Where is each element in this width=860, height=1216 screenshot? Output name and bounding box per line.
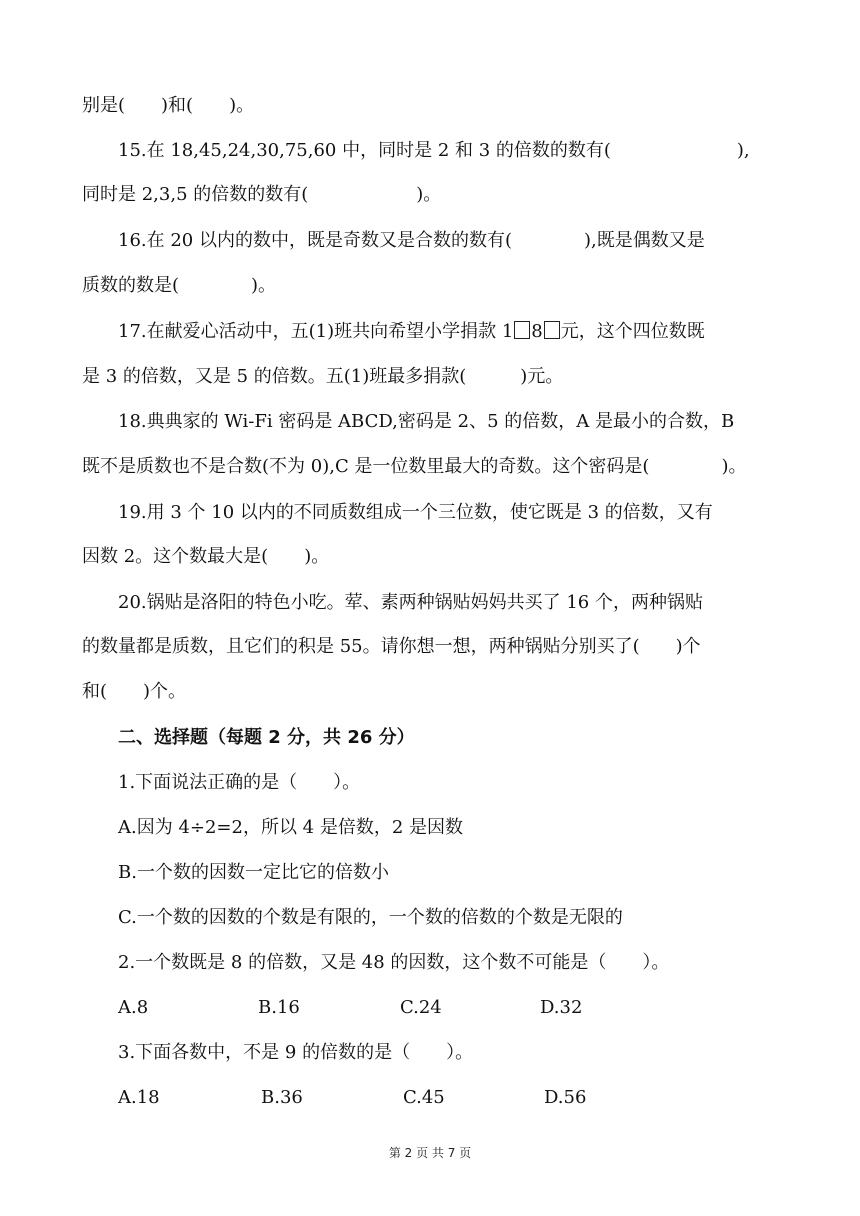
question-17-line-1 (118, 320, 705, 344)
question-20-line-3: 和( )个。 (82, 681, 187, 702)
page-footer: 第 2 页 共 7 页 (388, 1146, 472, 1160)
mc-question-2-options (118, 996, 582, 1020)
question-17-part-1: 17.在献爱心活动中，五(1)班共向希望小学捐款 1 (118, 321, 514, 342)
text-line-continuation: 别是( )和( )。 (82, 95, 255, 116)
mc-question-2: 2.一个数既是 8 的倍数，又是 48 的因数，这个数不可能是（ ）。 (118, 952, 670, 973)
mc-question-1-option-b: B.一个数的因数一定比它的倍数小 (118, 862, 389, 883)
option-d: D.56 (544, 1087, 587, 1108)
mc-question-3-options (118, 1086, 586, 1110)
option-d: D.32 (540, 997, 583, 1018)
option-a: A.18 (118, 1087, 160, 1108)
question-17-part-2: 8 (531, 321, 543, 342)
mc-question-1: 1.下面说法正确的是（ ）。 (118, 772, 361, 793)
mc-question-1-option-a: A.因为 4÷2=2，所以 4 是倍数，2 是因数 (118, 817, 464, 838)
option-c: C.24 (400, 997, 442, 1018)
question-19-line-1: 19.用 3 个 10 以内的不同质数组成一个三位数，使它既是 3 的倍数，又有 (118, 502, 713, 523)
option-a: A.8 (118, 997, 149, 1018)
question-20-line-1: 20.锅贴是洛阳的特色小吃。荤、素两种锅贴妈妈共买了 16 个，两种锅贴 (118, 592, 703, 613)
question-16-line-2: 质数的数是( )。 (82, 275, 277, 296)
question-15-line-2: 同时是 2,3,5 的倍数的数有( )。 (82, 184, 442, 205)
option-c: C.45 (403, 1087, 445, 1108)
question-20-line-2: 的数量都是质数，且它们的积是 55。请你想一想，两种锅贴分别买了( )个 (82, 636, 701, 657)
question-17-part-3: 元，这个四位数既 (560, 321, 705, 342)
mc-question-1-option-c: C.一个数的因数的个数是有限的，一个数的倍数的个数是无限的 (118, 907, 623, 928)
question-18-line-1: 18.典典家的 Wi-Fi 密码是 ABCD,密码是 2、5 的倍数，A 是最小的合数，B (118, 411, 735, 432)
question-18-line-2: 既不是质数也不是合数(不为 0),C 是一位数里最大的奇数。这个密码是( )。 (82, 456, 747, 477)
blank-box (544, 321, 560, 339)
section-heading: 二、选择题（每题 2 分，共 26 分） (118, 727, 415, 748)
option-b: B.36 (261, 1087, 303, 1108)
question-15-line-1: 15.在 18,45,24,30,75,60 中，同时是 2 和 3 的倍数的数有( ), (118, 140, 750, 161)
question-17-line-2: 是 3 的倍数，又是 5 的倍数。五(1)班最多捐款( )元。 (82, 366, 564, 387)
mc-question-3: 3.下面各数中，不是 9 的倍数的是（ ）。 (118, 1042, 474, 1063)
question-19-line-2: 因数 2。这个数最大是( )。 (82, 546, 330, 567)
blank-box (514, 321, 530, 339)
option-b: B.16 (258, 997, 300, 1018)
question-16-line-1: 16.在 20 以内的数中，既是奇数又是合数的数有( ),既是偶数又是 (118, 230, 705, 251)
